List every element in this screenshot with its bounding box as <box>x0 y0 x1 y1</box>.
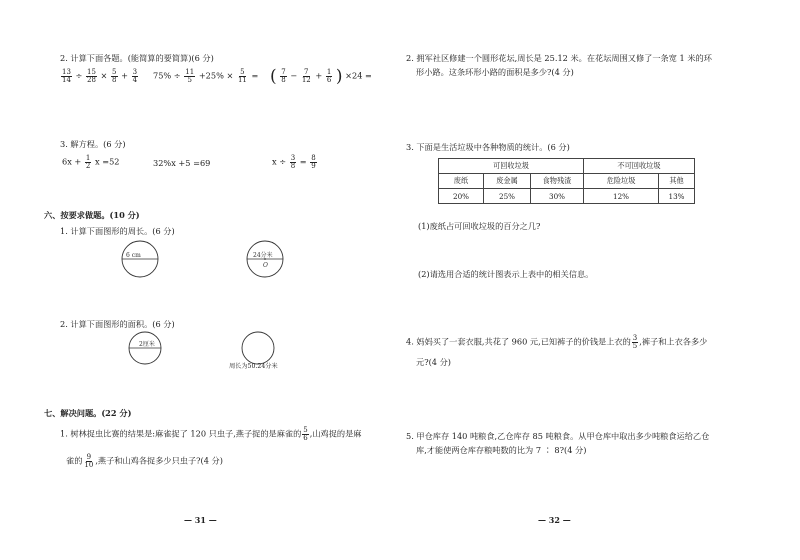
fraction: $\frac{5}{11}$ <box>237 68 247 84</box>
right-q4-line-1: 4. 妈妈买了一套衣服,共花了 960 元,已知裤子的价钱是上衣的 $\frac{3}{5}$ ,裤子和上衣各多少 <box>406 334 708 350</box>
right-page <box>400 0 800 560</box>
table-row <box>439 189 695 204</box>
fraction: $\frac{5}{6}$ <box>303 426 308 442</box>
table-cell: 12% <box>584 189 659 204</box>
fraction: $\frac{3}{4}$ <box>132 68 138 84</box>
circle-4-caption: 周长为50.24分米 <box>229 363 278 370</box>
right-q3-sub-1: (1)废纸占可回收垃圾的百分之几? <box>418 221 541 231</box>
right-q2-line-1: 2. 拥军社区修建一个圆形花坛,周长是 25.12 米。在花坛周围又修了一条宽 1 米的环 <box>406 53 712 63</box>
right-q4-line-2: 元?(4 分) <box>416 357 451 367</box>
fraction: $\frac{5}{8}$ <box>112 68 117 84</box>
table-header-cell: 废金属 <box>484 174 531 189</box>
table-group-header: 不可回收垃圾 <box>584 159 695 174</box>
page-number-left: — 31 — <box>184 515 217 525</box>
fraction: $\frac{3}{8}$ <box>290 154 296 170</box>
fraction: $\frac{7}{12}$ <box>301 68 311 84</box>
sec7-q1-line-2: 雀的 $\frac{9}{10}$ ,燕子和山鸡各捉多少只虫子?(4 分) <box>66 453 223 469</box>
q3-equation-3: x ÷ $\frac{3}{8}$ = $\frac{8}{9}$ <box>272 154 316 170</box>
table-cell: 25% <box>484 189 531 204</box>
q3-equation-2: 32%x +5 =69 <box>153 158 211 168</box>
right-q2-line-2: 形小路。这条环形小路的面积是多少?(4 分) <box>416 67 574 77</box>
circle-figure-diameter <box>115 240 165 280</box>
fraction: $\frac{13}{14}$ <box>62 68 71 84</box>
fraction: $\frac{7}{8}$ <box>281 68 286 84</box>
fraction: $\frac{11}{5}$ <box>185 68 195 84</box>
right-q5-line-1: 5. 甲仓库存 140 吨粮食,乙仓库存 85 吨粮食。从甲仓库中取出多少吨粮食运给乙仓 <box>406 431 710 441</box>
section-7-title: 七、解决问题。(22 分) <box>44 408 132 418</box>
trash-statistics-table <box>438 158 695 204</box>
q2-expr-1: $\frac{13}{14}$ ÷ $\frac{15}{28}$ × $\frac{5}{8}$ + $\frac{3}{4}$ <box>62 68 138 84</box>
circle-2-label: 24分米 <box>253 252 273 259</box>
fraction: $\frac{1}{6}$ <box>326 68 332 84</box>
right-q5-line-2: 库,才能使两仓库存粮吨数的比为 7 ∶ 8?(4 分) <box>416 445 587 455</box>
right-q3-title: 3. 下面是生活垃圾中各种物质的统计。(6 分) <box>406 142 570 152</box>
table-cell: 13% <box>659 189 695 204</box>
fraction: $\frac{3}{5}$ <box>632 334 638 350</box>
q2-title: 2. 计算下面各题。(能简算的要简算)(6 分) <box>60 53 214 63</box>
q2-expr-3: ( $\frac{7}{8}$ − $\frac{7}{12}$ + $\frac{1}{6}$ ) ×24 = <box>270 66 372 87</box>
table-header-cell: 废纸 <box>439 174 484 189</box>
circle-figure-radius <box>240 240 290 280</box>
table-row <box>439 159 695 174</box>
fraction: $\frac{8}{9}$ <box>311 154 316 170</box>
table-group-header: 可回收垃圾 <box>439 159 584 174</box>
sec7-q1-line-1: 1. 树林捉虫比赛的结果是:麻雀捉了 120 只虫子,燕子捉的是麻雀的 $\frac{5}{6}$ ,山鸡捉的是麻 <box>60 426 362 442</box>
fraction: $\frac{15}{28}$ <box>87 68 96 84</box>
right-q3-sub-2: (2)请选用合适的统计图表示上表中的相关信息。 <box>418 269 594 279</box>
circle-1-label: 6 cm <box>126 252 141 259</box>
sec6-q1-title: 1. 计算下面图形的周长。(6 分) <box>60 226 175 236</box>
q3-title: 3. 解方程。(6 分) <box>60 139 126 149</box>
circle-figure-area-1 <box>122 331 168 367</box>
circle-3-label: 2厘米 <box>139 341 155 348</box>
q2-expr-2: 75% ÷ $\frac{11}{5}$ +25% × $\frac{5}{11}$ = <box>153 68 259 84</box>
section-6-title: 六、按要求做题。(10 分) <box>44 210 140 220</box>
sec6-q2-title: 2. 计算下面图形的面积。(6 分) <box>60 319 175 329</box>
table-cell: 20% <box>439 189 484 204</box>
fraction: $\frac{9}{10}$ <box>84 453 94 469</box>
page-number-right: — 32 — <box>538 515 571 525</box>
circle-2-center-label: O <box>263 262 268 269</box>
q3-equation-1: 6x + $\frac{1}{2}$ x =52 <box>62 154 120 170</box>
table-row <box>439 174 695 189</box>
table-cell: 30% <box>531 189 584 204</box>
table-header-cell: 其他 <box>659 174 695 189</box>
fraction: $\frac{1}{2}$ <box>85 154 91 170</box>
table-header-cell: 危险垃圾 <box>584 174 659 189</box>
table-header-cell: 食物残渣 <box>531 174 584 189</box>
